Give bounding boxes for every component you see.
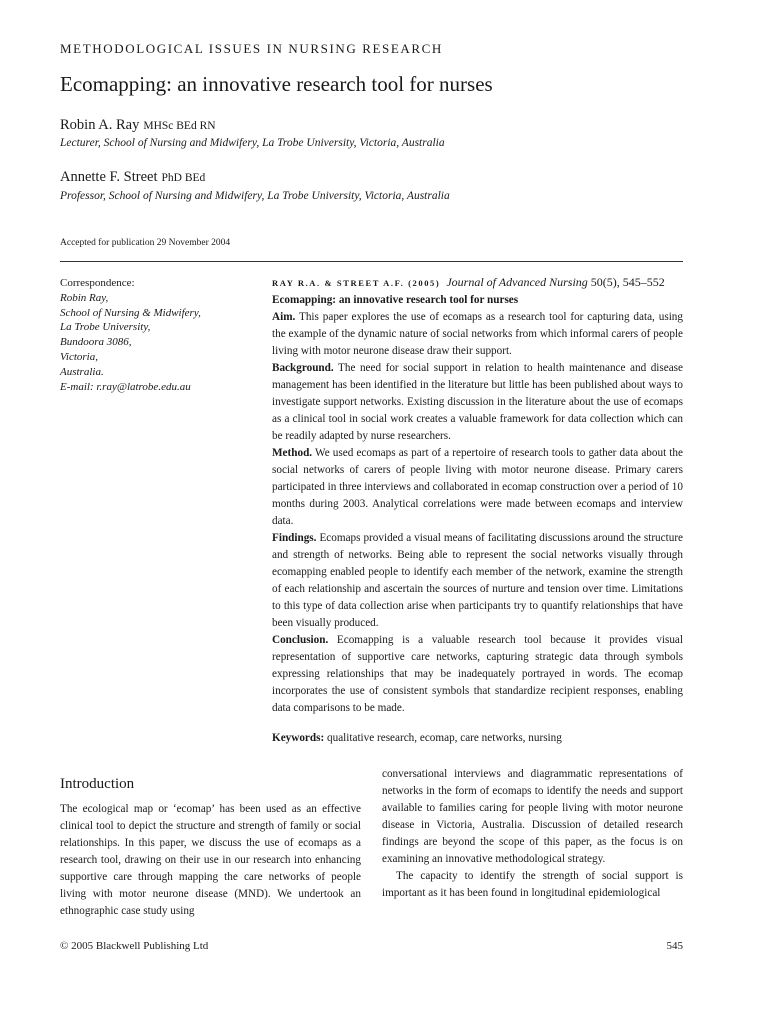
page-number: 545 bbox=[666, 940, 683, 952]
keywords-label: Keywords: bbox=[272, 732, 325, 744]
correspondence bbox=[60, 276, 250, 394]
abstract-title: Ecomapping: an innovative research tool for nurses bbox=[272, 294, 519, 306]
author-block-1 bbox=[60, 116, 216, 134]
citation bbox=[272, 274, 683, 292]
correspondence-line: Victoria, bbox=[60, 350, 98, 363]
body-paragraph: The capacity to identify the strength of social support is important as it has been found in longitudinal epidemiological bbox=[382, 870, 683, 899]
body-paragraph: The ecological map or ‘ecomap’ has been used as an effective clinical tool to depict the structure and strength of family or social relationships. In this paper, we discuss the use of ecomaps as a research tool, drawing on their use in our research into enhancing supportive care through mapping the care networks of people living with motor neurone disease (MND). We undertook an ethnographic case study using bbox=[60, 803, 361, 917]
body-right-column bbox=[382, 766, 683, 902]
article-title: Ecomapping: an innovative research tool for nurses bbox=[60, 72, 493, 96]
abstract-aim: Aim. This paper explores the use of ecomaps as a research tool for capturing data, using the example of the dynamic nature of social networks from which informal carers of people living with motor neurone disease draw their support. bbox=[272, 311, 683, 357]
citation-issue-pages: (5), 545–552 bbox=[602, 275, 665, 289]
abstract-conclusion: Conclusion. Ecomapping is a valuable research tool because it provides visual representation of supportive care networks, capturing strategic data through symbols expressing relationships that may be inadequately portrayed in words. The ecomap incorporates the use of consistent symbols that standardize recipient responses, enabling data comparisons to be made. bbox=[272, 634, 684, 714]
correspondence-line: School of Nursing & Midwifery, bbox=[60, 306, 201, 319]
body-paragraph: conversational interviews and diagrammatic representations of networks in the form of ecomaps to identify the needs and support available to families caring for people living with motor neurone disease in Victoria, Australia. Discussion of detailed research findings are beyond the scope of this paper, as the focus is on examining an innovative methodological strategy. bbox=[382, 768, 683, 865]
abstract-findings: Findings. Ecomaps provided a visual means of facilitating discussions around the structure and strength of networks. Being able to represent the social networks visually through ecomapping enabled people to identify each member of the network, examine the strength of each relationship and ascertain the sources of nurture and tension over time. Limitations to this type of data collection arise when participants try to quantify relationships that have been visually produced. bbox=[272, 532, 684, 629]
section-label: METHODOLOGICAL ISSUES IN NURSING RESEARCH bbox=[60, 41, 443, 56]
accepted-date: Accepted for publication 29 November 2004 bbox=[60, 238, 231, 248]
author-affiliation: Lecturer, School of Nursing and Midwifery, La Trobe University, Victoria, Australia bbox=[60, 137, 445, 149]
abstract bbox=[272, 274, 683, 717]
author-degrees: MHSc BEd RN bbox=[143, 120, 216, 132]
divider bbox=[60, 261, 683, 262]
author-name: Robin A. Ray bbox=[60, 117, 140, 133]
section-heading: Introduction bbox=[60, 776, 135, 792]
keywords-text: qualitative research, ecomap, care networks, nursing bbox=[327, 732, 562, 744]
correspondence-line: Robin Ray, bbox=[60, 291, 109, 304]
author-name: Annette F. Street bbox=[60, 169, 158, 185]
correspondence-label: Correspondence: bbox=[60, 277, 135, 289]
body-left-column bbox=[60, 776, 361, 920]
correspondence-line: Bundoora 3086, bbox=[60, 336, 132, 349]
abstract-background: Background. The need for social support in relation to health maintenance and disease management has been identified in the literature but little has been published about ways to investigate support networks. Existing discussion in the literature about the use of ecomaps as a clinical tool in social work creates a valuable framework for data collection which can be readily adapted by nurse researchers. bbox=[272, 362, 683, 442]
author-affiliation: Professor, School of Nursing and Midwifery, La Trobe University, Victoria, Australia bbox=[60, 190, 450, 202]
citation-journal: Journal of Advanced Nursing bbox=[446, 275, 588, 289]
keywords bbox=[272, 732, 683, 744]
citation-volume: 50 bbox=[590, 275, 603, 289]
abstract-method: Method. We used ecomaps as part of a repertoire of research tools to gather data about the social networks of carers of people living with motor neurone disease. Primary carers participated in three interviews and collaborated in ecomap construction over a period of 10 months during 2003. Analytical correlations were made between ecomaps and interview data. bbox=[272, 447, 683, 527]
correspondence-line: Australia. bbox=[60, 365, 104, 378]
citation-authors: RAY R.A. & STREET A.F. (2005) bbox=[272, 278, 441, 288]
copyright: © 2005 Blackwell Publishing Ltd bbox=[60, 940, 209, 952]
correspondence-line: La Trobe University, bbox=[60, 321, 151, 334]
author-degrees: PhD BEd bbox=[161, 172, 206, 184]
author-block-2 bbox=[60, 168, 205, 186]
correspondence-email: E-mail: r.ray@latrobe.edu.au bbox=[60, 380, 191, 393]
